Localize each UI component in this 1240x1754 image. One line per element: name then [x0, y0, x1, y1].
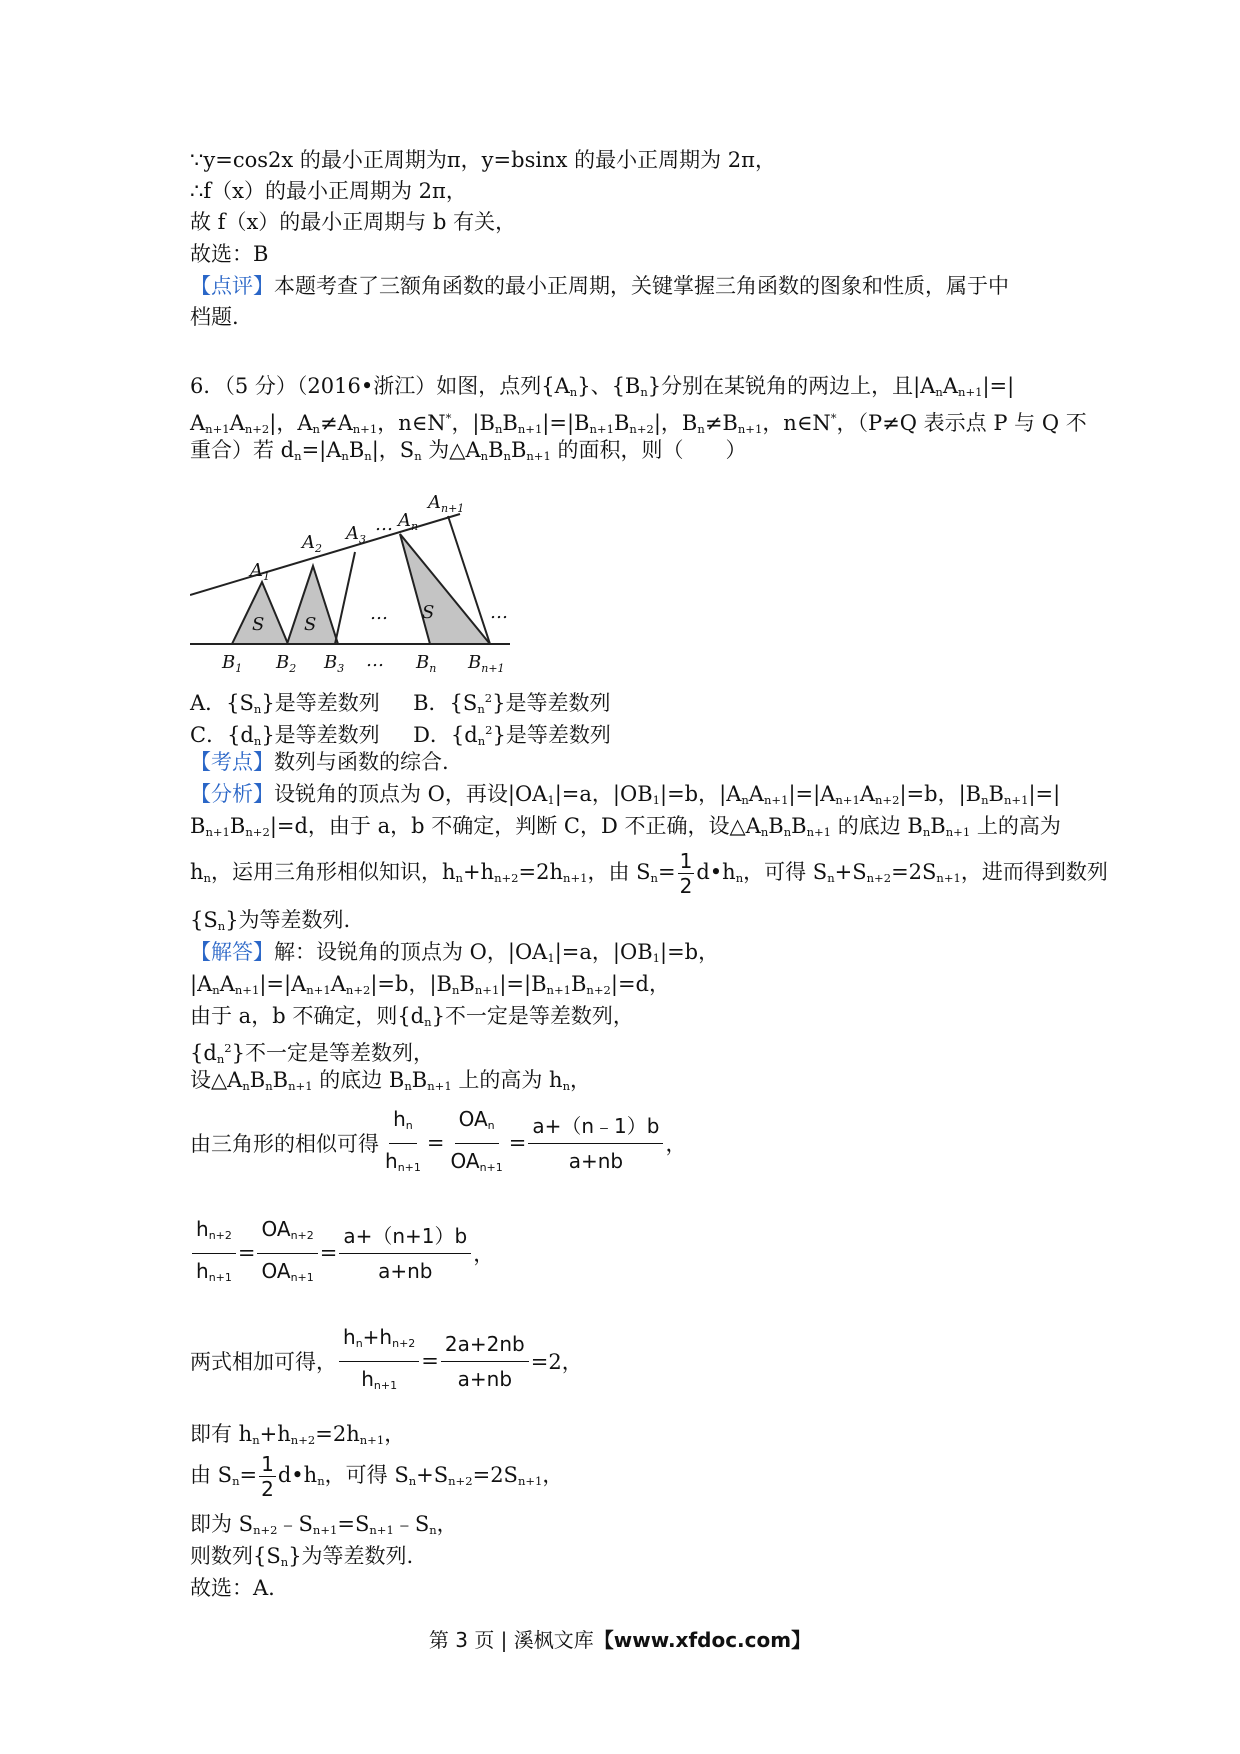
option-c: C．$\{d_n\}$是等差数列 [190, 723, 380, 748]
solution-tag: 【解答】 [190, 940, 274, 964]
solution-line: 故选：A. [190, 1576, 275, 1600]
label-an1: $A_{n+1}$ [428, 492, 465, 515]
comment-text: 本题考查了三额角函数的最小正周期，关键掌握三角函数的图象和性质，属于中 [274, 274, 1009, 298]
text-line: 故 f（x）的最小正周期与 b 有关， [190, 210, 517, 234]
text-line: 故选：B [190, 242, 269, 266]
page-footer: 第 3 页 | 溪枫文库【www.xfdoc.com】 [428, 1628, 812, 1652]
kaodian-tag: 【考点】 [190, 750, 274, 774]
label-dots-right: … [490, 602, 508, 623]
label-dots-a: … [375, 514, 393, 535]
text-line: ∴f（x）的最小正周期为 2π， [190, 179, 467, 203]
label-dots-b: … [366, 650, 384, 671]
formula-sum: 两式相加可得， $\frac{h_n+h_{n+2}}{h_{n+1}}$ = $\frac{2a+2nb}{a+nb}$ =2， [190, 1324, 583, 1392]
option-a: A．$\{S_n\}$是等差数列 [190, 691, 380, 716]
analysis-line: 【分析】设锐角的顶点为 O，再设$|OA_1|=a$，$|OB_1|=b$，$|A_nA_{n+1}|=|A_{n+1}A_{n+2}|=b$，$|B_nB_{n+1}|=|$ [190, 782, 1061, 807]
comment-tag: 【点评】 [190, 274, 274, 298]
label-b2: $B_2$ [276, 652, 297, 675]
label-b1: $B_1$ [222, 652, 243, 675]
label-sn: S [422, 602, 435, 623]
analysis-tag: 【分析】 [190, 782, 274, 806]
label-bn1: $B_{n+1}$ [468, 652, 505, 675]
text-line: ∵y=cos2x 的最小正周期为π，y=bsinx 的最小正周期为 2π， [190, 148, 776, 172]
label-an: $A_n$ [398, 510, 419, 533]
geometry-figure [190, 482, 530, 687]
solution-line: 由于 a，b 不确定，则$\{d_n\}$不一定是等差数列， [190, 1004, 634, 1029]
solution-line: 【解答】解：设锐角的顶点为 O，$|OA_1|=a$，$|OB_1|=b$， [190, 940, 720, 965]
formula-similarity-1: 由三角形的相似可得 $\frac{h_n}{h_{n+1}}$ = $\frac{OA_n}{OA_{n+1}}$ = $\frac{a+(n﹣1)b}{a+nb}$ ， [190, 1106, 687, 1174]
comment-line [190, 272, 1009, 300]
text-line: 档题. [190, 305, 239, 329]
label-s1: S [252, 614, 265, 635]
solution-line: 由 $S_n=$ $\frac{1}{2}$ $d•h_n$，可得 $S_n+S_{n+2}=2S_{n+1}$， [190, 1452, 564, 1501]
analysis-line: $h_n$，运用三角形相似知识，$h_n+h_{n+2}=2h_{n+1}$，由 $S_n=$ $\frac{1}{2}$ $d•h_n$，可得 $S_n+S_{n+2}=2S_{n+1}$，进而得到数列 [190, 849, 1108, 898]
solution-line: 即有 $h_n+h_{n+2}=2h_{n+1}$， [190, 1422, 406, 1447]
label-bn: $B_n$ [416, 652, 437, 675]
footer-source: 【www.xfdoc.com】 [593, 1628, 812, 1652]
formula-similarity-2: $\frac{h_{n+2}}{h_{n+1}}$ = $\frac{OA_{n+2}}{OA_{n+1}}$ = $\frac{a+(n+1)b}{a+nb}$ ， [190, 1208, 494, 1298]
label-a2: $A_2$ [302, 532, 322, 555]
kaodian-line: 【考点】数列与函数的综合. [190, 750, 449, 774]
label-a1: $A_1$ [250, 560, 270, 583]
solution-line: 则数列$\{S_n\}$为等差数列. [190, 1544, 414, 1569]
solution-line: 即为 $S_{n+2}﹣S_{n+1}=S_{n+1}﹣S_n$， [190, 1512, 458, 1537]
segment-a3b3 [335, 552, 355, 644]
triangle-n [400, 534, 490, 644]
analysis-line: $\{S_n\}$为等差数列. [190, 908, 351, 933]
label-b3: $B_3$ [324, 652, 345, 675]
question-line: 6．（5 分）（2016•浙江）如图，点列$\{A_n\}$、$\{B_n\}$分别在某锐角的两边上，且$|A_nA_{n+1}|=|$ [190, 374, 1015, 399]
option-d: D．$\{d_n^2\}$是等差数列 [413, 723, 611, 748]
question-line: $A_{n+1}A_{n+2}|$，$A_n\ne A_{n+1}$，n∈N*，$|B_nB_{n+1}|=|B_{n+1}B_{n+2}|$，$B_n\ne B_{n+1}$，n∈N*，（P≠Q 表示点 P 与 Q 不 [190, 411, 1087, 436]
question-line: 重合）若 $d_n=|A_nB_n|$，$S_n$ 为$\triangle A_nB_nB_{n+1}$ 的面积，则（ ） [190, 438, 747, 463]
option-b: B．$\{S_n^2\}$是等差数列 [413, 691, 611, 716]
solution-line: 设$\triangle A_nB_nB_{n+1}$ 的底边 $B_nB_{n+1}$ 上的高为 $h_n$， [190, 1068, 592, 1093]
label-s2: S [304, 614, 317, 635]
solution-line: $|A_nA_{n+1}|=|A_{n+1}A_{n+2}|=b$，$|B_nB_{n+1}|=|B_{n+1}B_{n+2}|=d$， [190, 972, 671, 997]
label-dots-mid: … [370, 603, 388, 624]
analysis-line: $B_{n+1}B_{n+2}|=d$，由于 a，b 不确定，判断 C，D 不正确，设$\triangle A_nB_nB_{n+1}$ 的底边 $B_nB_{n+1}$ 上的高为 [190, 814, 1061, 839]
solution-line: $\{d_n^2\}$不一定是等差数列， [190, 1041, 434, 1066]
label-a3: $A_3$ [346, 523, 366, 546]
